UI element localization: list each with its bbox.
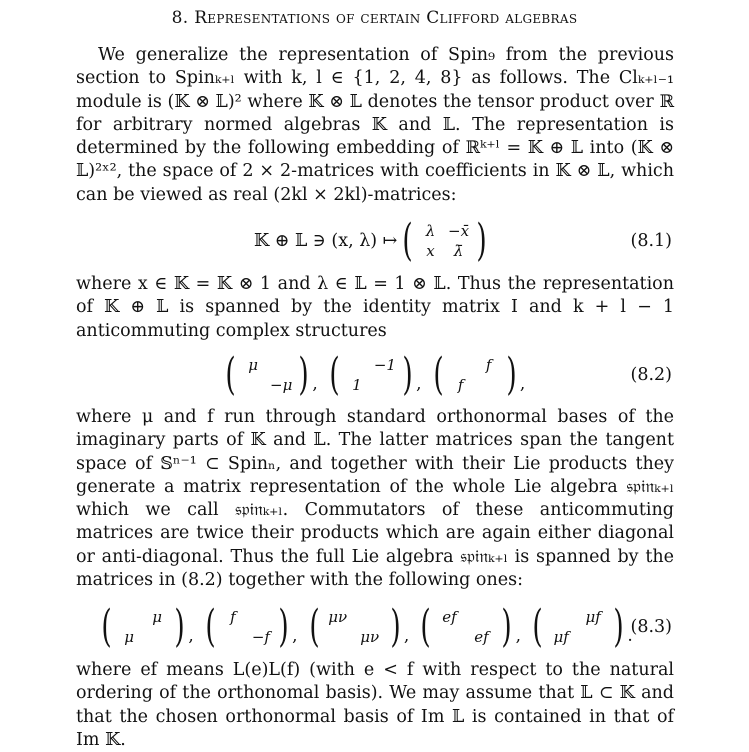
eq-8-3-matrix: ( μf μf ): [532, 601, 624, 652]
section-heading: [0, 8, 749, 28]
matrix-cell: λ̄: [453, 242, 464, 260]
eq-8-2-matrix: ( μ −μ ): [225, 349, 309, 400]
matrix-cell: μν: [360, 628, 380, 646]
equation-8-3: ( μ μ ) , ( f −f ) , ( μν μν ) , ( ef ef ) , ( μf μf ) . (8.3): [76, 602, 674, 652]
matrix-cell: μ: [152, 608, 163, 626]
matrix-cell: −x̄: [448, 222, 470, 240]
matrix-cell: μ: [124, 628, 135, 646]
matrix-cell: ef: [442, 608, 457, 626]
equation-8-2: ( μ −μ ) , ( −1 1 ) , ( f f ) , (8.2): [76, 350, 674, 400]
eq-8-1-lhs: 𝕂 ⊕ 𝕃 ∋ (x, λ) ↦: [254, 231, 398, 251]
matrix-cell: μf: [585, 608, 601, 626]
matrix-cell: −f: [251, 628, 270, 646]
eq-8-3-matrix: ( f −f ): [205, 601, 289, 652]
matrix-cell: f: [485, 356, 492, 374]
eq-8-1-matrix: ( λ −x̄ x λ̄ ): [402, 215, 487, 266]
eq-8-3-matrix: ( ef ef ): [420, 601, 513, 652]
matrix-cell: f: [230, 608, 236, 626]
section-title: Representations of certain Clifford algebras: [194, 8, 578, 28]
matrix-cell: μν: [328, 608, 348, 626]
matrix-cell: x: [426, 242, 435, 260]
paragraph-3: where μ and f run through standard orthonormal bases of the imaginary parts of 𝕂 and 𝕃. The latter matrices span the tangent space of 𝕊ⁿ⁻¹ ⊂ Spinₙ, and together with their Lie products they generate a matrix representation of the whole Lie algebra 𝔰𝔭𝔦𝔫ₖ₊ₗ which we call 𝔰𝔭𝔦𝔫ₖ₊ₗ. Commutators of these anticommuting matrices are twice their products which are again either diagonal or anti-diagonal. Thus the full Lie algebra 𝔰𝔭𝔦𝔫ₖ₊ₗ is spanned by the matrices in (8.2) together with the following ones:: [76, 407, 674, 591]
eq-8-2-matrix: ( f f ): [432, 349, 517, 400]
equation-label: (8.2): [630, 365, 672, 385]
matrix-cell: μ: [248, 356, 259, 374]
section-number: 8.: [171, 8, 189, 28]
paragraph-2: where x ∈ 𝕂 = 𝕂 ⊗ 1 and λ ∈ 𝕃 = 1 ⊗ 𝕃. Thus the representation of 𝕂 ⊕ 𝕃 is spanned by the identity matrix I and k + l − 1 anticommuting complex structures: [76, 274, 674, 341]
equation-label: (8.3): [630, 617, 672, 637]
matrix-cell: ef: [474, 628, 489, 646]
matrix-cell: λ: [425, 222, 436, 240]
eq-8-3-matrix: ( μν μν ): [308, 601, 401, 652]
eq-8-2-matrix: ( −1 1 ): [329, 349, 413, 400]
equation-label: (8.1): [630, 231, 672, 251]
matrix-cell: −μ: [270, 376, 293, 394]
matrix-cell: −1: [373, 356, 396, 374]
paragraph-1: We generalize the representation of Spin₉ from the previous section to Spinₖ₊ₗ with k, l ∈ {1, 2, 4, 8} as follows. The Clₖ₊ₗ₋₁ module is (𝕂 ⊗ 𝕃)² where 𝕂 ⊗ 𝕃 denotes the tensor product over ℝ for arbitrary normed algebras 𝕂 and 𝕃. The representation is determined by the following embedding of ℝᵏ⁺ˡ = 𝕂 ⊕ 𝕃 into (𝕂 ⊗ 𝕃)²ˣ², the space of 2 × 2-matrices with coefficients in 𝕂 ⊗ 𝕃, which can be viewed as real (2kl × 2kl)-matrices:: [76, 45, 674, 205]
equation-8-1: [76, 216, 674, 266]
eq-8-3-matrix: ( μ μ ): [101, 601, 185, 652]
matrix-cell: f: [457, 376, 464, 394]
matrix-cell: 1: [352, 376, 362, 394]
paragraph-4: where ef means L(e)L(f) (with e < f with respect to the natural ordering of the orthonomal basis). We may assume that 𝕃 ⊂ 𝕂 and that the chosen orthonormal basis of Im 𝕃 is contained in that of Im 𝕂.: [76, 660, 674, 750]
matrix-cell: μf: [553, 628, 569, 646]
